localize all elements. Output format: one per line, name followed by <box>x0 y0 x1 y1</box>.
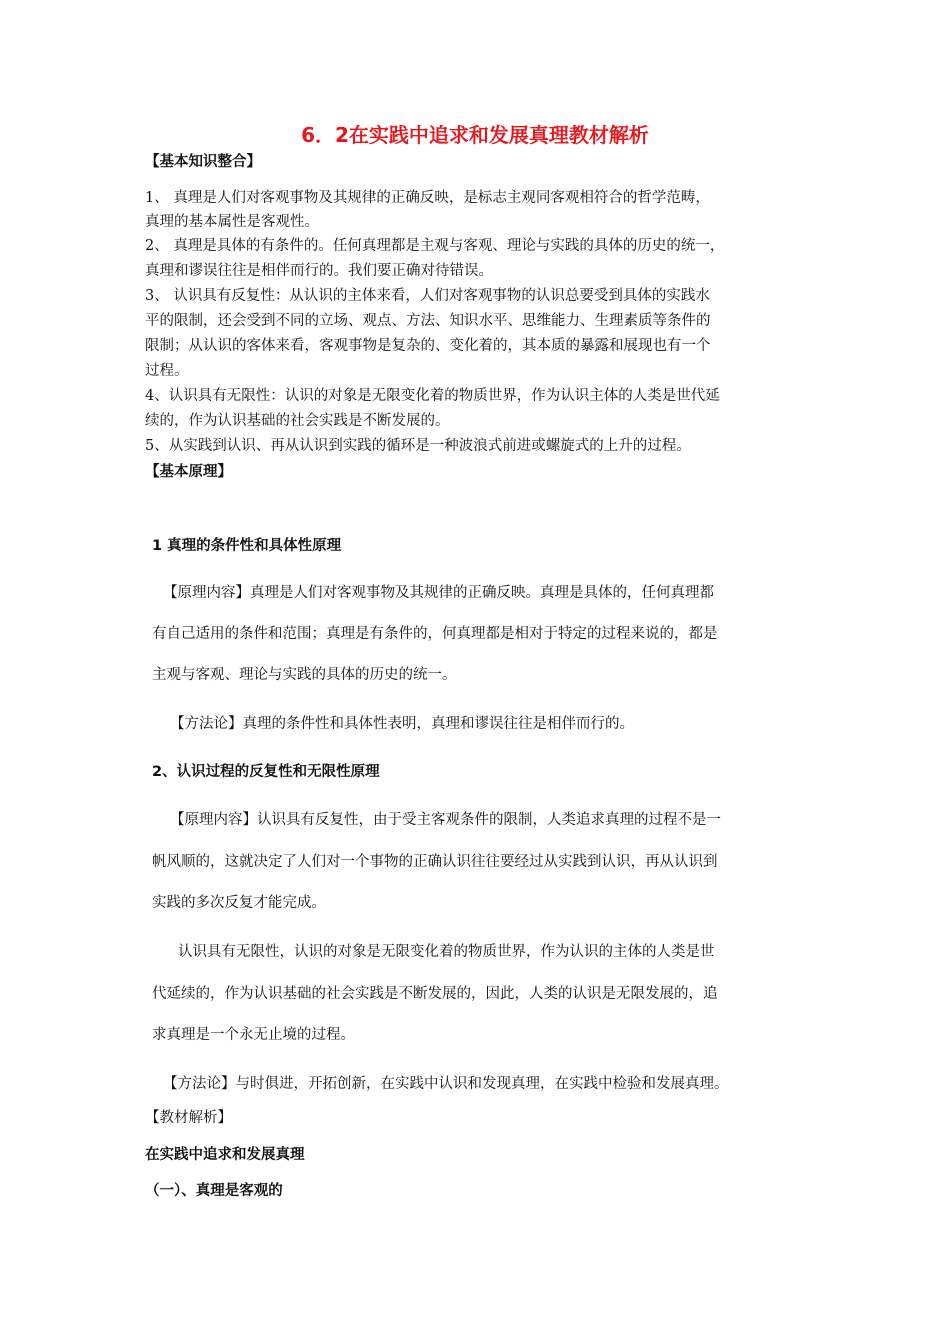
knowledge-1-line-2: 真理的基本属性是客观性。 <box>145 214 319 230</box>
principle-2-heading: 2、认识过程的反复性和无限性原理 <box>152 764 380 780</box>
principle-2-infinity-line-1: 认识具有无限性，认识的对象是无限变化着的物质世界，作为认识的主体的人类是世 <box>178 944 715 960</box>
knowledge-3-line-1: 3、 认识具有反复性：从认识的主体来看，人们对客观事物的认识总要受到具体的实践水 <box>145 288 710 304</box>
knowledge-3-line-2: 平的限制，还会受到不同的立场、观点、方法、知识水平、思维能力、生理素质等条件的 <box>145 313 711 329</box>
heading-textbook-analysis: 【教材解析】 <box>145 1110 232 1126</box>
heading-basic-principle: 【基本原理】 <box>145 464 232 480</box>
knowledge-4-line-1: 4、认识具有无限性：认识的对象是无限变化着的物质世界，作为认识主体的人类是世代延 <box>145 388 720 404</box>
principle-1-content-line-2: 有自己适用的条件和范围；真理是有条件的，何真理都是相对于特定的过程来说的，都是 <box>152 626 718 642</box>
principle-2-methodology: 【方法论】与时俱进，开拓创新，在实践中认识和发现真理，在实践中检验和发展真理。 <box>163 1076 729 1092</box>
knowledge-1-line-1: 1、 真理是人们对客观事物及其规律的正确反映，是标志主观同客观相符合的哲学范畴， <box>145 190 710 206</box>
principle-1-heading: 1 真理的条件性和具体性原理 <box>152 538 342 554</box>
knowledge-5-line-1: 5、从实践到认识、再从认识到实践的循环是一种波浪式前进或螺旋式的上升的过程。 <box>145 438 691 454</box>
principle-2-infinity-line-2: 代延续的，作为认识基础的社会实践是不断发展的，因此，人类的认识是无限发展的，追 <box>152 986 718 1002</box>
principle-2-content-line-3: 实践的多次反复才能完成。 <box>152 895 326 911</box>
textbook-section-1: （一）、真理是客观的 <box>145 1183 283 1199</box>
textbook-title: 在实践中追求和发展真理 <box>145 1147 305 1163</box>
knowledge-2-line-2: 真理和谬误往往是相伴而行的。我们要正确对待错误。 <box>145 263 493 279</box>
principle-1-content-line-3: 主观与客观、理论与实践的具体的历史的统一。 <box>152 667 457 683</box>
principle-2-infinity-line-3: 求真理是一个永无止境的过程。 <box>152 1027 355 1043</box>
principle-1-methodology: 【方法论】真理的条件性和具体性表明，真理和谬误往往是相伴而行的。 <box>170 716 634 732</box>
principle-2-content-line-2: 帆风顺的，这就决定了人们对一个事物的正确认识往往要经过从实践到认识，再从认识到 <box>152 854 718 870</box>
knowledge-2-line-1: 2、 真理是具体的有条件的。任何真理都是主观与客观、理论与实践的具体的历史的统一， <box>145 238 725 254</box>
heading-basic-knowledge: 【基本知识整合】 <box>145 154 261 170</box>
knowledge-4-line-2: 续的，作为认识基础的社会实践是不断发展的。 <box>145 413 450 429</box>
principle-1-content-line-1: 【原理内容】真理是人们对客观事物及其规律的正确反映。真理是具体的，任何真理都 <box>163 585 714 601</box>
principle-2-content-line-1: 【原理内容】认识具有反复性，由于受主客观条件的限制，人类追求真理的过程不是一 <box>170 812 721 828</box>
page-title: 6．2在实践中追求和发展真理教材解析 <box>301 123 649 147</box>
knowledge-3-line-3: 限制；从认识的客体来看，客观事物是复杂的、变化着的，其本质的暴露和展现也有一个 <box>145 338 711 354</box>
knowledge-3-line-4: 过程。 <box>145 363 189 379</box>
